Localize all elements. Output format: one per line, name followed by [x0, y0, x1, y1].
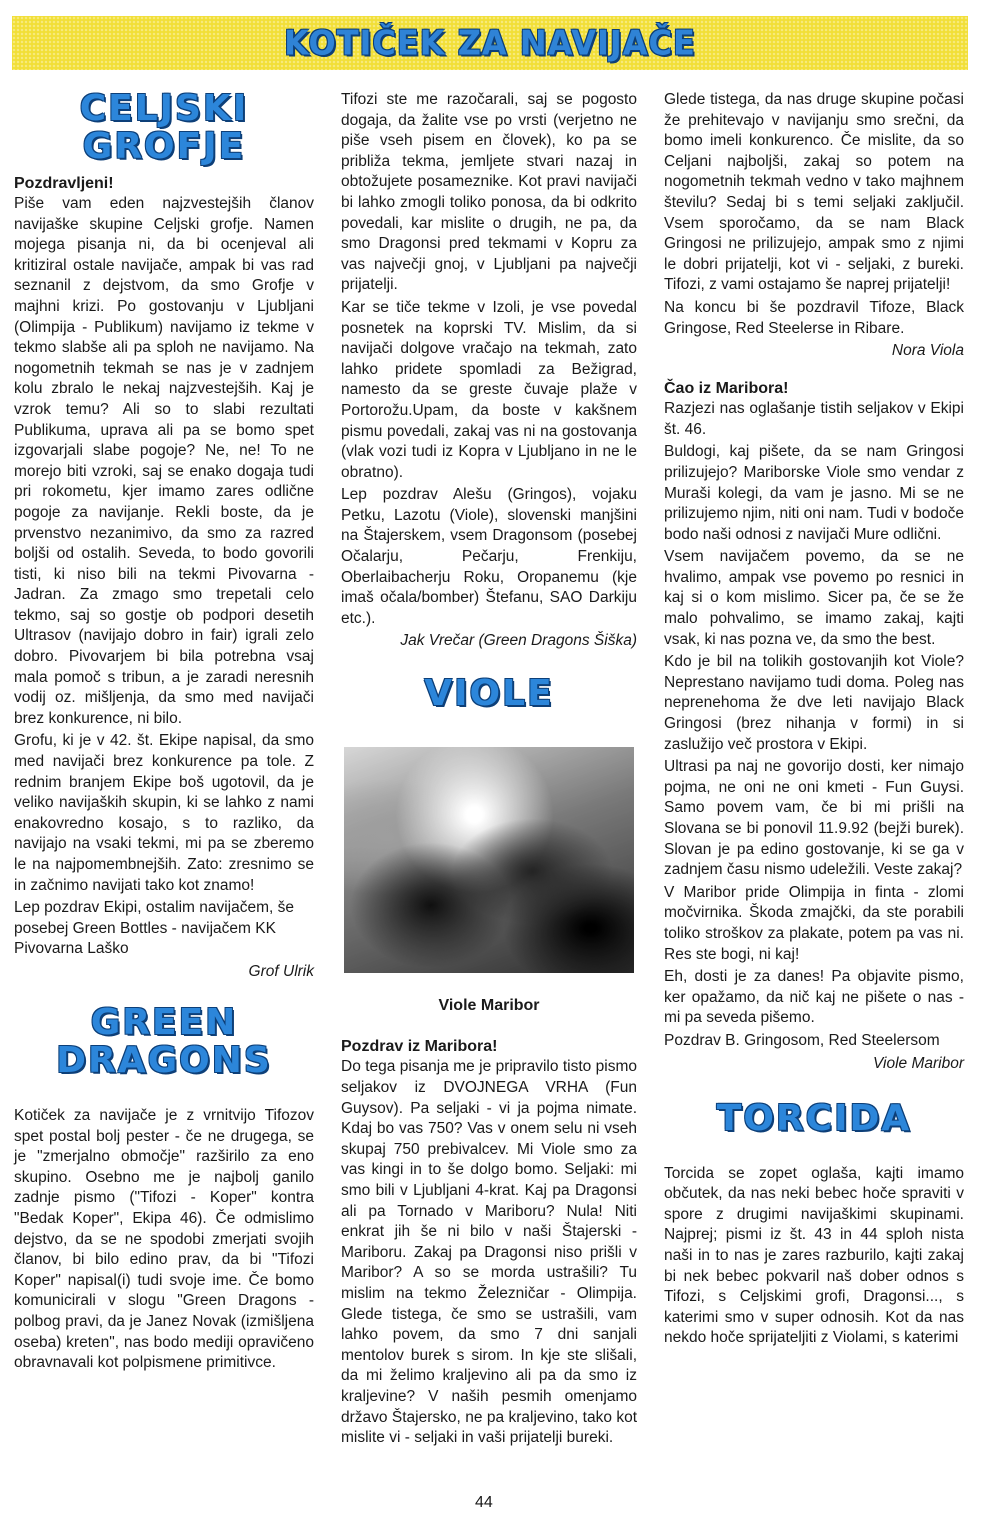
heading-line: CELJSKI	[79, 88, 249, 129]
greeting: Pozdrav iz Maribora!	[341, 1038, 498, 1056]
heading-green-dragons	[14, 1001, 314, 1081]
heading-torcida: TORCIDA	[716, 1097, 912, 1139]
signature: Viole Maribor	[872, 1054, 964, 1072]
paragraph: Vsem navijačem povemo, da se ne hvalimo, ampak vse povemo po resnici in kaj si o kom mislimo. Sicer pa, če se že malo pohvalimo, se imamo zakaj, kajti vsak, ki nas pozna ve, da smo the best.	[664, 548, 964, 648]
paragraph: Tifozi ste me razočarali, saj se pogosto dogaja, da žalite vse po vrsti (verjetno ne piše vseh pisem en človek), ko pa se približa tekma, jemljete stvari nazaj in obtožujete posameznike. Kot pravi navijači bi lahko zmogli toliko ponosa, da bi odkrito povedali, kar mislite o drugih, ne pa, da smo Dragonsi pred tekmami v Kopru za vas največji gnoj, v Ljubljani pa največji prijatelji.	[341, 91, 637, 294]
paragraph: Pozdrav B. Gringosom, Red Steelersom	[664, 1031, 940, 1049]
column-1	[14, 90, 314, 1376]
paragraph: Kotiček za navijače je z vrnitvijo Tifozov spet postal bolj pester - če ne drugega, se je "zmerjalno območje" razširilo za eno skupino. Osebno me je najbolj ganilo zadnje pismo ("Tifozi - Koper" kontra "Bedak Koper", Ekipa 46). Če odmislimo dejstvo, da se ne spodobi zmerjati svojih članov, bi bilo edino prav, da bi "Tifozi Koper" napisal(i) tudi svoje ime. Če bomo komunicirali v slogu "Green Dragons - polbog pravi, da je Janez Novak (izmišljena oseba) kreten", nas bodo mediji opravičeno obravnavali kot polpismene primitivce.	[14, 1106, 314, 1372]
paragraph: Razjezi nas oglašanje tistih seljakov v Ekipi št. 46.	[664, 400, 964, 438]
paragraph: Ultrasi pa naj ne govorijo dosti, ker nimajo pojma, ne oni ne oni kmeti - Fun Guysi. Samo povem vam, če bi mi prišli na Slovana se bi ponovil 11.9.92 (bejži burek). Slovan je pa edino gostovanje, ki se ga v zadnjem času nismo udeležili. Veste zakaj?	[664, 758, 964, 879]
crowd-photo	[344, 747, 634, 973]
paragraph: Grofu, ki je v 42. št. Ekipe napisal, da smo med navijači brez konkurence pa tole. Z rednim branjem Ekipe boš ugotovil, da je veliko navijaških skupin, ki se lahko z nami enakovredno kosajo, s to razliko, da navijajo na vsaki tekmi, mi pa se zberemo le na najpomembnejših. Zato: zresnimo se in začnimo navijati tako kot znamo!	[14, 732, 314, 894]
heading-celjski-grofje	[14, 90, 314, 166]
heading-line: GROFJE	[82, 126, 246, 167]
banner-title: KOTIČEK ZA NAVIJAČE	[284, 23, 696, 63]
signature: Grof Ulrik	[248, 962, 314, 980]
column-3	[664, 90, 964, 1351]
paragraph: Piše vam eden najzvestejših članov navijaške skupine Celjski grofje. Namen mojega pisanja ni, da bi ocenjeval ali kritiziral ostale navijače, ampak bi vas rad seznanil z dejstvom, da smo Grofje v majhni krizi. Po gostovanju v Ljubljani (Olimpija - Publikum) navijamo iz tekme v tekmo slabše ali pa sploh ne navijamo. Na nogometnih tekmah se nas je v zadnjem kolu zbralo le nekaj najzvestejših. Kaj je vzrok temu? Ali so to slabi rezultati Publikuma, uprava ali pa se bomo spet izgovarjali slabe pogoje? Ne, ne! To ne morejo biti vzroki, saj se enako dogaja tudi pri rokometu, kjer imamo zares odlične pogoje za navijanje. Rekli boste, da je prvenstvo nezanimivo, da smo za razred boljši od ostalih. Seveda, to bodo govorili tisti, ki niso bili na tekmi Pivovarna - Jadran. Za zmago smo trepetali celo tekmo, saj so gostje ob podpori desetih Ultrasov (navijajo dobro in fair) igrali zelo dobro. Pivovarjem bi bila potrebna vsaj mala pomoč s tribun, a je zaradi neresnih vodij oz. mišljenja, da smo med navijači brez konkurence, ni bilo.	[14, 195, 314, 727]
column-2	[341, 90, 637, 1451]
paragraph: Buldogi, kaj pišete, da se nam Gringosi prilizujejo? Mariborske Viole smo vendar z Muraši kolegi, da vam je jasno. Mi se ne prilizujemo njim, niti oni nam. Tudi v bodoče bodo naši odnosi z navijači Mure odlični.	[664, 443, 964, 543]
page-number: 44	[475, 1494, 493, 1511]
paragraph: Lep pozdrav Ekipi, ostalim navijačem, še posebej Green Bottles - navijačem KK Pivovarna Laško	[14, 899, 294, 958]
greeting: Pozdravljeni!	[14, 175, 114, 192]
paragraph: Do tega pisanja me je pripravilo tisto pismo seljakov iz DVOJNEGA VRHA (Fun Guysov). Pa seljaki - vi ja pojma nimate. Kdaj bo vas 750? Vas v onem selu ni vseh skupaj 750 prebivalcev. Mi Viole smo za vas kingi in to še dolgo bomo. Seljaki: mi smo bili v Ljubljani 4-krat. Kaj pa Dragonsi ali pa Tornado v Mariboru? Nula! Niti enkrat jih še ni bilo v naši Štajerski - Mariboru. Zakaj pa Dragonsi niso prišli v Maribor? A so se morda ustrašili? Tu mislim na tekmo Železničar - Olimpija. Glede tistega, če smo se ustrašili, vam lahko povem, da smo 7 dni sanjali mentolov burek s sirom. In kje ste slišali, da mi želimo kraljevino ali pa da smo iz kraljevine? V naših pesmih omenjamo državo Štajersko, ne pa kraljevino, tako kot mislite vi - seljaki in vaši prijatelji bureki.	[341, 1058, 637, 1447]
paragraph: Kdo je bil na tolikih gostovanjih kot Viole? Neprestano navijamo tudi doma. Poleg nas neprenehoma že dve leti navijajo Black Gringosi (brez nihanja v formi) in si zaslužijo več prostora v Ekipi.	[664, 653, 964, 753]
signature: Jak Vrečar (Green Dragons Šiška)	[400, 632, 637, 650]
paragraph: Glede tistega, da nas druge skupine počasi že prehitevajo v navijanju smo srečni, da bomo imeli konkurenco. Če mislite, da so Celjani najboljši, zakaj so potem na nogometnih tekmah vedno v tako majhnem številu? Sedaj bi s temi seljaki zaključil. Vsem sporočamo, da se nam Black Gringosi ne prilizujejo, ampak smo z njimi le dobri prijatelji, kot vi - seljaki, z bureki. Tifozi, z vami ostajamo še naprej prijatelji!	[664, 91, 964, 294]
greeting: Čao iz Maribora!	[664, 380, 789, 398]
paragraph: Lep pozdrav Alešu (Gringos), vojaku Petku, Lazotu (Viole), slovenski manjšini na Štajerskem, vsem Dragonsom (posebej Očalarju, Pečarju, Frenkiju, Oberlaibacherju Roku, Oropanemu (kje imaš očala/bomber) Štefanu, SAO Darkiju etc.).	[341, 486, 637, 627]
paragraph: Kar se tiče tekme v Izoli, je vse povedal posnetek na koprski TV. Mislim, da si navijači dolgove vračajo na tekmah, zato lahko pridete spomladi za Bežigrad, namesto da se greste čuvaje plaže v Portorožu.Upam, da boste v kakšnem pismu povedali, zakaj vas ni na gostovanja (vlak vozi tudi iz Kopra v Ljubljano in ne le obratno).	[341, 298, 637, 481]
paragraph: Eh, dosti je za danes! Pa objavite pismo, ker opažamo, da nič kaj ne pišete o nas - mi pa seveda pišemo.	[664, 968, 964, 1027]
photo-caption: Viole Maribor	[438, 997, 540, 1015]
heading-line: DRAGONS	[56, 1039, 272, 1081]
section-banner	[12, 16, 968, 70]
signature: Nora Viola	[891, 342, 964, 360]
heading-viole: VIOLE	[424, 673, 554, 715]
paragraph: Na koncu bi še pozdravil Tifoze, Black Gringose, Red Steelerse in Ribare.	[664, 298, 964, 337]
heading-line: GREEN	[90, 1001, 238, 1043]
paragraph: V Maribor pride Olimpija in finta - zlomi močvirnika. Škoda zmajčki, da ste porabili toliko stroškov za plakate, potem pa vas ni. Res ste bogi, ni kaj!	[664, 883, 964, 963]
paragraph: Torcida se zopet oglaša, kajti imamo občutek, da nas neki bebec hoče spraviti v spore z drugimi navijaškimi skupinami. Najprej; pismi iz št. 43 in 44 sploh nista naši in to nas je zares razburilo, kajti zakaj bi nek bebec pokvaril naš dober odnos s Tifozi, s Celjskimi grofi, Dragonsi..., s katerimi smo v super odnosih. Kot da nas nekdo hoče sprijateljiti z Violami, s katerimi	[664, 1164, 964, 1347]
